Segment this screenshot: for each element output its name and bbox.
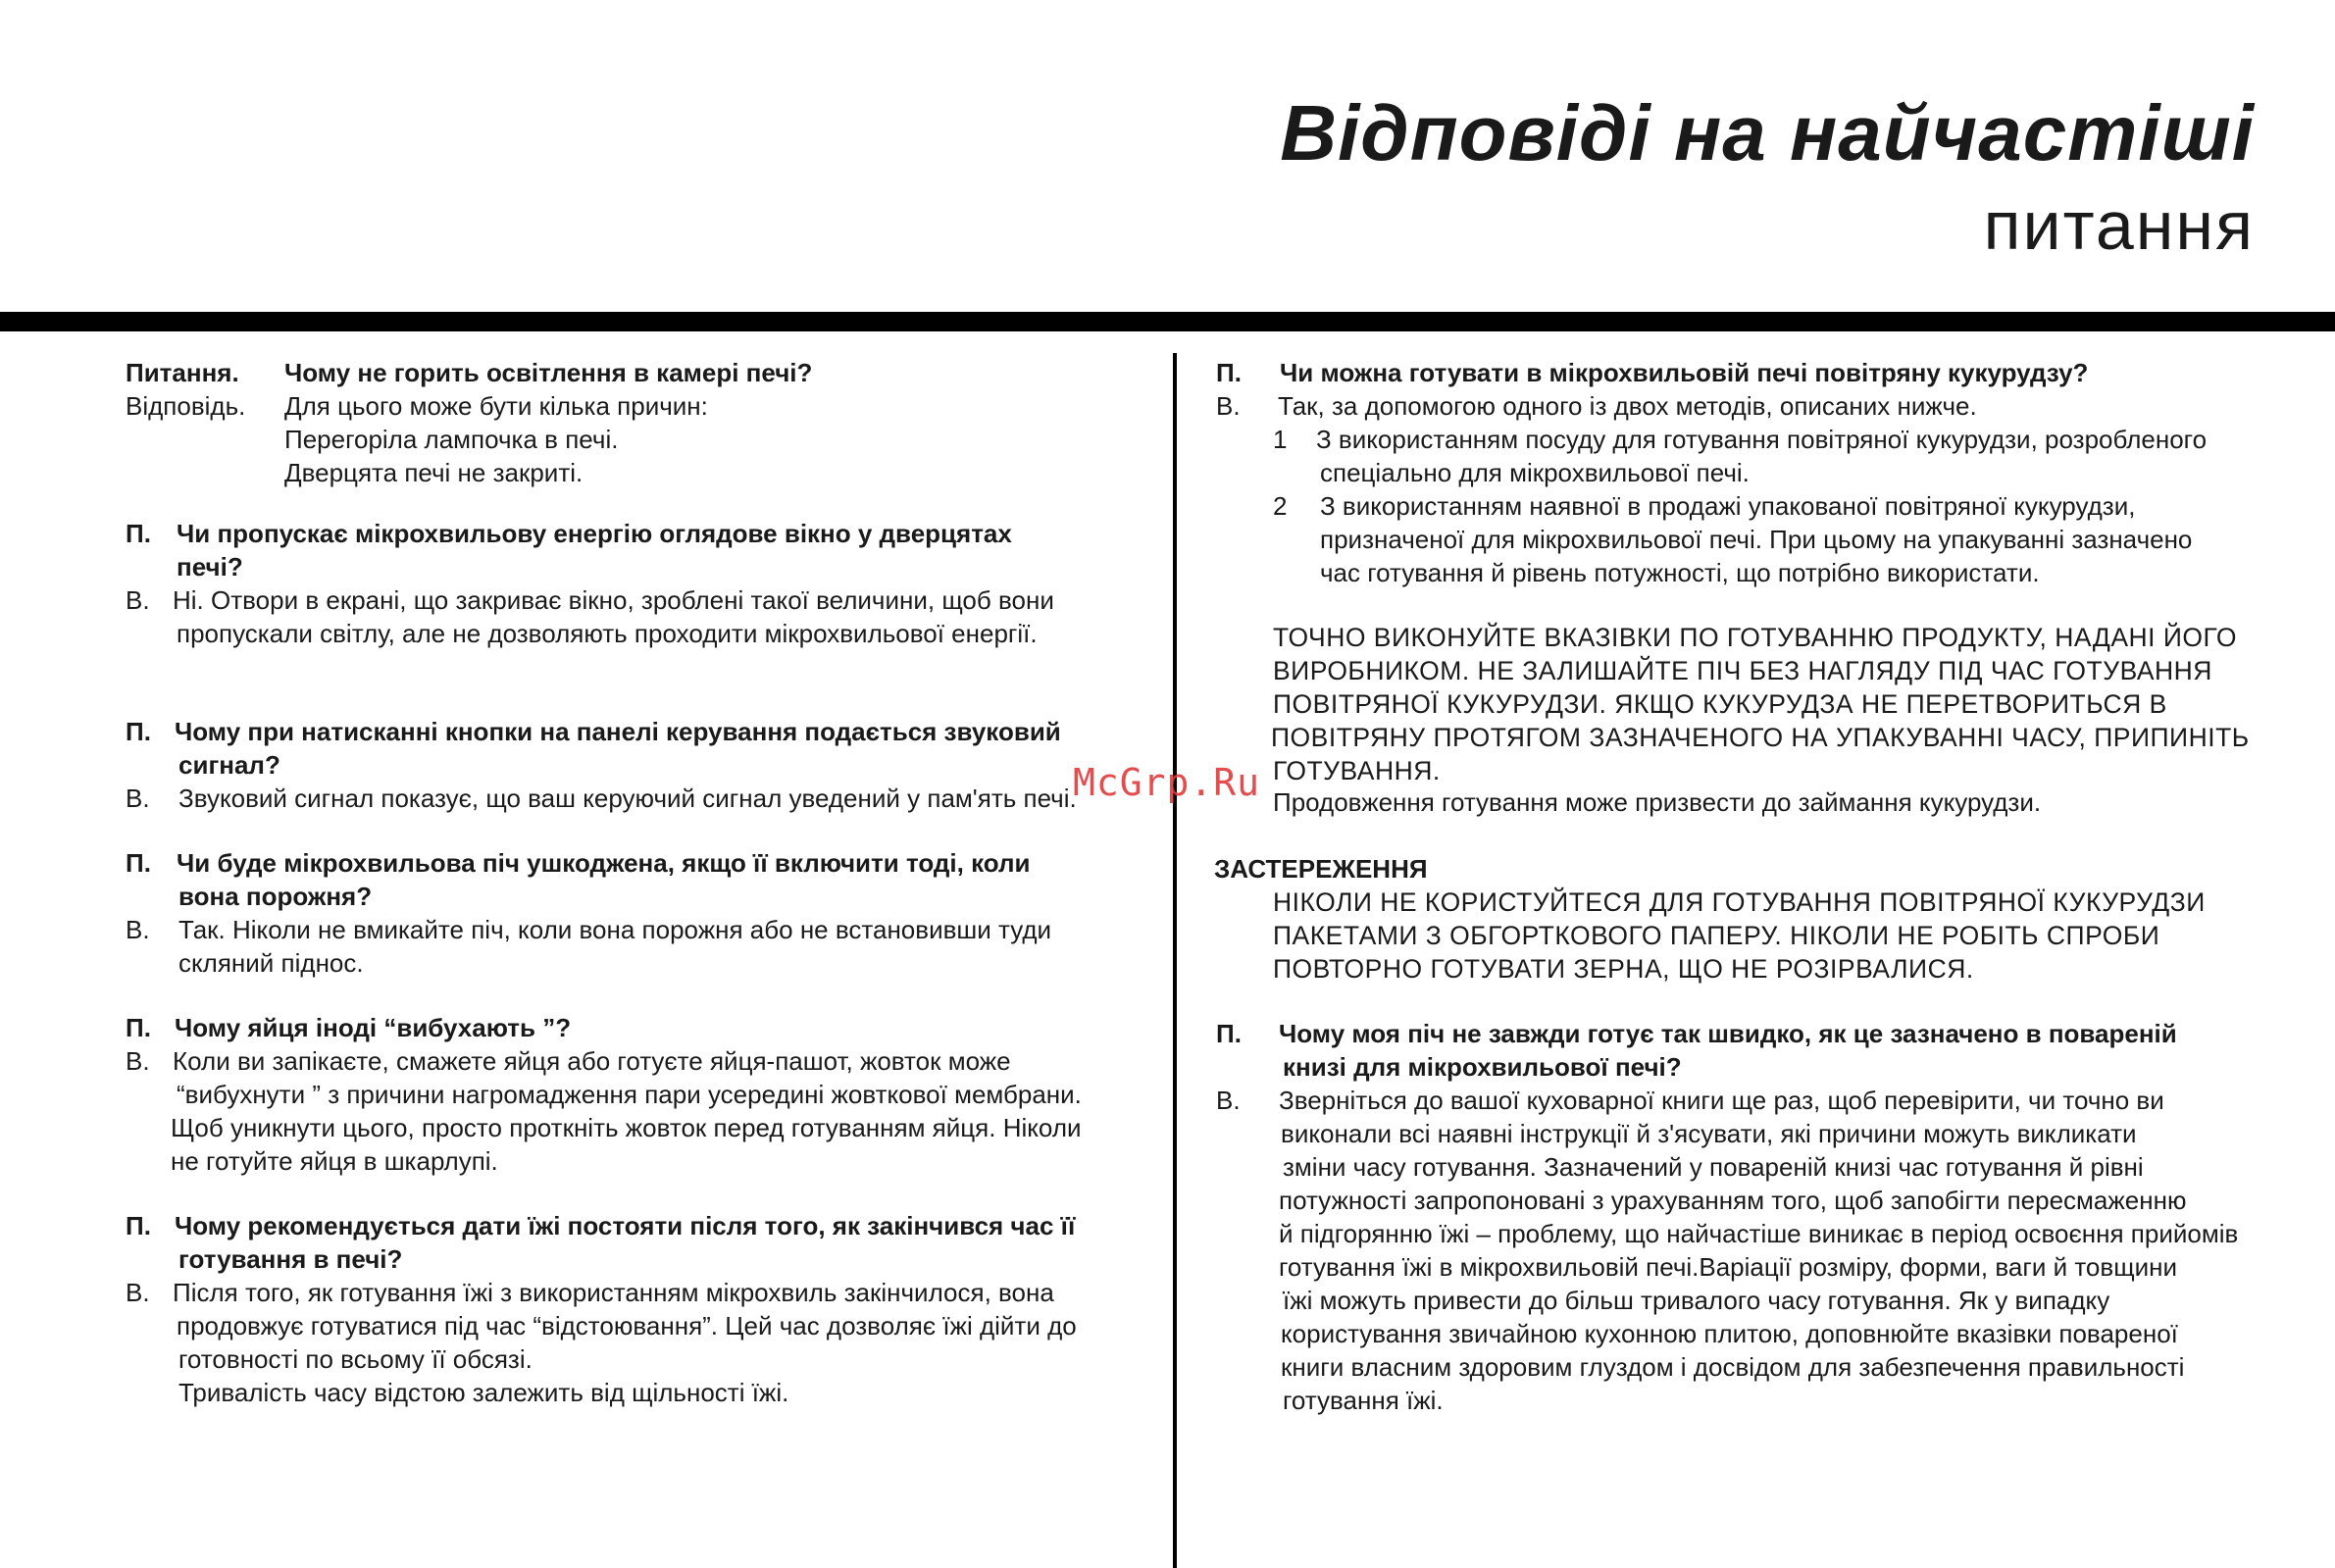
- q7-answer-label: В.: [1216, 391, 1241, 421]
- page-title: Відповіді на найчастіші: [1280, 89, 2255, 177]
- q4-question-line1: Чи буде мікрохвильова піч ушкоджена, якщо її включити тоді, коли: [177, 848, 1031, 878]
- q1-answer-intro: Для цього може бути кілька причин:: [284, 391, 708, 421]
- q8-answer-line10: готування їжі.: [1283, 1386, 1444, 1415]
- q6-answer-line3: готовності по всьому її обсязі.: [178, 1344, 533, 1374]
- q8-answer-line9: книги власним здоровим глуздом і досвідом для забезпечення правильності: [1281, 1352, 2185, 1382]
- q2-answer-line2: пропускали світлу, але не дозволяють проходити мікрохвильової енергії.: [177, 619, 1038, 648]
- q8-answer-line8: користування звичайною кухонною плитою, доповнюйте вказівки повареної: [1281, 1319, 2178, 1348]
- q4-answer-line1: Так. Ніколи не вмикайте піч, коли вона порожня або не встановивши туди: [178, 915, 1052, 944]
- q7-label: П.: [1216, 358, 1242, 387]
- q1-question: Чому не горить освітлення в камері печі?: [284, 358, 813, 387]
- page-subtitle: питання: [1983, 187, 2255, 264]
- q5-answer-label: В.: [126, 1046, 150, 1076]
- q2-label: П.: [126, 519, 151, 548]
- q8-question-line1: Чому моя піч не завжди готує так швидко, як це зазначено в повареній: [1279, 1019, 2177, 1048]
- notice-line6: Продовження готування може призвести до займання кукурудзи.: [1273, 787, 2042, 817]
- q7-method2-num: 2: [1273, 491, 1288, 521]
- q7-method1-line2: спеціально для мікрохвильової печі.: [1320, 458, 1750, 487]
- right-column: [1177, 0, 2335, 1568]
- q4-question-line2: вона порожня?: [178, 882, 373, 911]
- q1-label: Питання.: [126, 358, 239, 387]
- q2-answer-label: В.: [126, 585, 150, 615]
- q5-answer-line3: Щоб уникнути цього, просто проткніть жовток перед готуванням яйця. Ніколи: [171, 1113, 1082, 1142]
- q5-question-line1: Чому яйця іноді “вибухають ”?: [175, 1013, 572, 1042]
- q3-question-line2: сигнал?: [178, 750, 280, 780]
- q3-answer-line1: Звуковий сигнал показує, що ваш керуючий сигнал уведений у пам'ять печі.: [178, 784, 1077, 813]
- q6-question-line2: готування в печі?: [178, 1244, 403, 1274]
- q5-answer-line2: “вибухнути ” з причини нагромадження пари усередині жовткової мембрани.: [177, 1080, 1082, 1109]
- q8-answer-line7: їжі можуть привести до більш тривалого часу готування. Як у випадку: [1283, 1286, 2110, 1315]
- q7-method1-num: 1: [1273, 425, 1288, 454]
- q6-answer-label: В.: [126, 1278, 150, 1307]
- q8-answer-line2: виконали всі наявні інструкції й з'ясувати, які причини можуть викликати: [1281, 1119, 2137, 1148]
- q6-label: П.: [126, 1211, 151, 1240]
- q3-answer-label: В.: [126, 784, 150, 813]
- q8-answer-line5: й підгорянню їжі – проблему, що найчастіше виникає в період освоєння прийомів: [1279, 1219, 2239, 1248]
- notice-line2: ВИРОБНИКОМ. НЕ ЗАЛИШАЙТЕ ПІЧ БЕЗ НАГЛЯДУ ПІД ЧАС ГОТУВАННЯ: [1273, 656, 2212, 685]
- warning-line3: ПОВТОРНО ГОТУВАТИ ЗЕРНА, ЩО НЕ РОЗІРВАЛИСЯ.: [1273, 954, 1974, 984]
- q8-question-line2: книзі для мікрохвильової печі?: [1283, 1052, 1682, 1082]
- q6-answer-line4: Тривалість часу відстою залежить від щільності їжі.: [178, 1378, 789, 1407]
- warning-line1: НІКОЛИ НЕ КОРИСТУЙТЕСЯ ДЛЯ ГОТУВАННЯ ПОВІТРЯНОЇ КУКУРУДЗИ: [1273, 887, 2206, 917]
- q1-reason-2: Дверцята печі не закриті.: [284, 458, 584, 487]
- q4-answer-label: В.: [126, 915, 150, 944]
- notice-line4: ПОВІТРЯНУ ПРОТЯГОМ ЗАЗНАЧЕНОГО НА УПАКУВАННІ ЧАСУ, ПРИПИНІТЬ: [1271, 723, 2250, 752]
- q7-method2-line1: З використанням наявної в продажі упакованої повітряної кукурудзи,: [1320, 491, 2136, 521]
- notice-line1: ТОЧНО ВИКОНУЙТЕ ВКАЗІВКИ ПО ГОТУВАННЮ ПРОДУКТУ, НАДАНІ ЙОГО: [1273, 623, 2238, 652]
- warning-heading: ЗАСТЕРЕЖЕННЯ: [1214, 854, 1428, 884]
- q8-answer-line1: Зверніться до вашої куховарної книги ще раз, щоб перевірити, чи точно ви: [1279, 1086, 2164, 1115]
- q2-question-line2: печі?: [177, 552, 243, 582]
- q4-label: П.: [126, 848, 151, 878]
- watermark: McGrp.Ru: [1073, 761, 1261, 804]
- q6-question-line1: Чому рекомендується дати їжі постояти після того, як закінчився час її: [175, 1211, 1076, 1240]
- notice-line5: ГОТУВАННЯ.: [1273, 756, 1441, 785]
- q4-answer-line2: скляний піднос.: [178, 948, 364, 978]
- q6-answer-line2: продовжує готуватися під час “відстоювання”. Цей час дозволяє їжі дійти до: [177, 1311, 1077, 1340]
- q5-label: П.: [126, 1013, 151, 1042]
- left-column: [0, 0, 1167, 1568]
- q8-label: П.: [1216, 1019, 1242, 1048]
- q7-method2-line3: час готування й рівень потужності, що потрібно використати.: [1320, 558, 2040, 587]
- q7-method1-line1: З використанням посуду для готування повітряної кукурудзи, розробленого: [1316, 425, 2208, 454]
- q8-answer-line6: готування їжі в мікрохвильовій печі.Варіації розміру, форми, ваги й товщини: [1279, 1252, 2178, 1282]
- q8-answer-line4: потужності запропоновані з урахуванням того, щоб запобігти пересмаженню: [1279, 1186, 2187, 1215]
- q2-question-line1: Чи пропускає мікрохвильову енергію оглядове вікно у дверцятах: [177, 519, 1012, 548]
- q8-answer-line3: зміни часу готування. Зазначений у повареній книзі час готування й рівні: [1283, 1152, 2144, 1182]
- q8-answer-label: В.: [1216, 1086, 1241, 1115]
- q5-answer-line1: Коли ви запікаєте, смажете яйця або готуєте яйця-пашот, жовток може: [173, 1046, 1011, 1076]
- q2-answer-line1: Ні. Отвори в екрані, що закриває вікно, зроблені такої величини, щоб вони: [173, 585, 1054, 615]
- q3-label: П.: [126, 717, 151, 746]
- q7-answer-intro: Так, за допомогою одного із двох методів, описаних нижче.: [1278, 391, 1977, 421]
- notice-line3: ПОВІТРЯНОЇ КУКУРУДЗИ. ЯКЩО КУКУРУДЗА НЕ ПЕРЕТВОРИТЬСЯ В: [1273, 689, 2167, 719]
- q7-method2-line2: призначеної для мікрохвильової печі. При цьому на упакуванні зазначено: [1320, 525, 2193, 554]
- q1-answer-label: Відповідь.: [126, 391, 246, 421]
- q5-answer-line4: не готуйте яйця в шкарлупі.: [171, 1146, 498, 1176]
- warning-line2: ПАКЕТАМИ З ОБГОРТКОВОГО ПАПЕРУ. НІКОЛИ НЕ РОБІТЬ СПРОБИ: [1273, 921, 2160, 950]
- q7-question: Чи можна готувати в мікрохвильовій печі повітряну кукурудзу?: [1280, 358, 2089, 387]
- q3-question-line1: Чому при натисканні кнопки на панелі керування подається звуковий: [175, 717, 1061, 746]
- q1-reason-1: Перегоріла лампочка в печі.: [284, 425, 619, 454]
- q6-answer-line1: Після того, як готування їжі з використанням мікрохвиль закінчилося, вона: [173, 1278, 1054, 1307]
